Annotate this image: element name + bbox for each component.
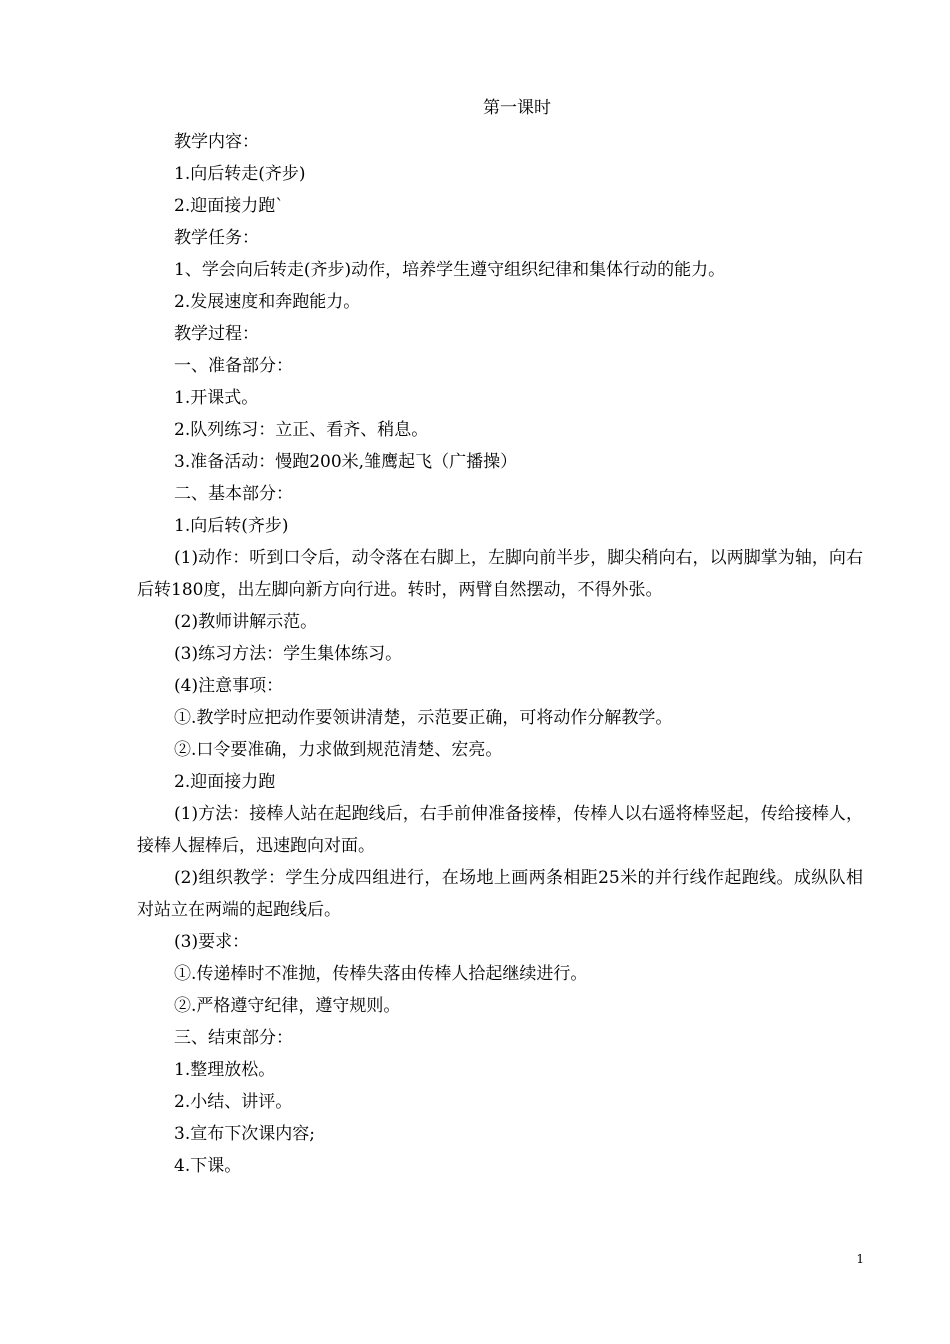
section2-item2-method: (1)方法：接棒人站在起跑线后，右手前伸准备接棒，传棒人以右遥将棒竖起，传给接棒人，接棒人握棒后，迅速跑向对面。 [137, 804, 863, 856]
section2-item1-notes-title: (4)注意事项： [174, 676, 284, 696]
section2-item2-requirement-2: ②.严格遵守纪律，遵守规则。 [174, 996, 401, 1016]
section2-item2-requirement-1: ①.传递棒时不准抛，传棒失落由传棒人拾起继续进行。 [174, 964, 588, 984]
section3-item-4: 4.下课。 [174, 1156, 242, 1176]
section2-item1-method: (3)练习方法：学生集体练习。 [174, 644, 403, 664]
section1-title: 一、准备部分： [174, 356, 293, 376]
task-item-1: 1、学会向后转走(齐步)动作，培养学生遵守组织纪律和集体行动的能力。 [174, 260, 726, 280]
section3-item-2: 2.小结、讲评。 [174, 1092, 293, 1112]
section2-item2-title: 2.迎面接力跑 [174, 772, 276, 792]
document-body [137, 126, 863, 1182]
section2-item1-title: 1.向后转(齐步) [174, 516, 289, 536]
section3-item-3: 3.宣布下次课内容; [174, 1124, 315, 1144]
section3-title: 三、结束部分： [174, 1028, 293, 1048]
section2-item2-requirements-title: (3)要求： [174, 932, 250, 952]
task-label: 教学任务： [174, 228, 259, 248]
section1-item-2: 2.队列练习：立正、看齐、稍息。 [174, 420, 429, 440]
page-number: 1 [856, 1252, 864, 1266]
content-item-2: 2.迎面接力跑` [174, 196, 284, 216]
section2-item1-note-1: ①.教学时应把动作要领讲清楚，示范要正确，可将动作分解教学。 [174, 708, 673, 728]
process-label: 教学过程： [174, 324, 259, 344]
section1-item-1: 1.开课式。 [174, 388, 259, 408]
content-item-1: 1.向后转走(齐步) [174, 164, 306, 184]
section2-title: 二、基本部分： [174, 484, 293, 504]
content-label: 教学内容： [174, 132, 259, 152]
task-item-2: 2.发展速度和奔跑能力。 [174, 292, 361, 312]
section2-item1-note-2: ②.口令要准确，力求做到规范清楚、宏亮。 [174, 740, 503, 760]
section2-item1-action: (1)动作：听到口令后，动令落在右脚上，左脚向前半步，脚尖稍向右，以两脚掌为轴，向右后转180度，出左脚向新方向行进。转时，两臂自然摆动，不得外张。 [137, 548, 863, 600]
section1-item-3: 3.准备活动：慢跑200米,雏鹰起飞（广播操） [174, 452, 518, 472]
page-title: 第一课时 [483, 98, 551, 118]
section3-item-1: 1.整理放松。 [174, 1060, 276, 1080]
section2-item1-demo: (2)教师讲解示范。 [174, 612, 318, 632]
section2-item2-organization: (2)组织教学：学生分成四组进行，在场地上画两条相距25米的并行线作起跑线。成纵队相对站立在两端的起跑线后。 [137, 868, 863, 920]
